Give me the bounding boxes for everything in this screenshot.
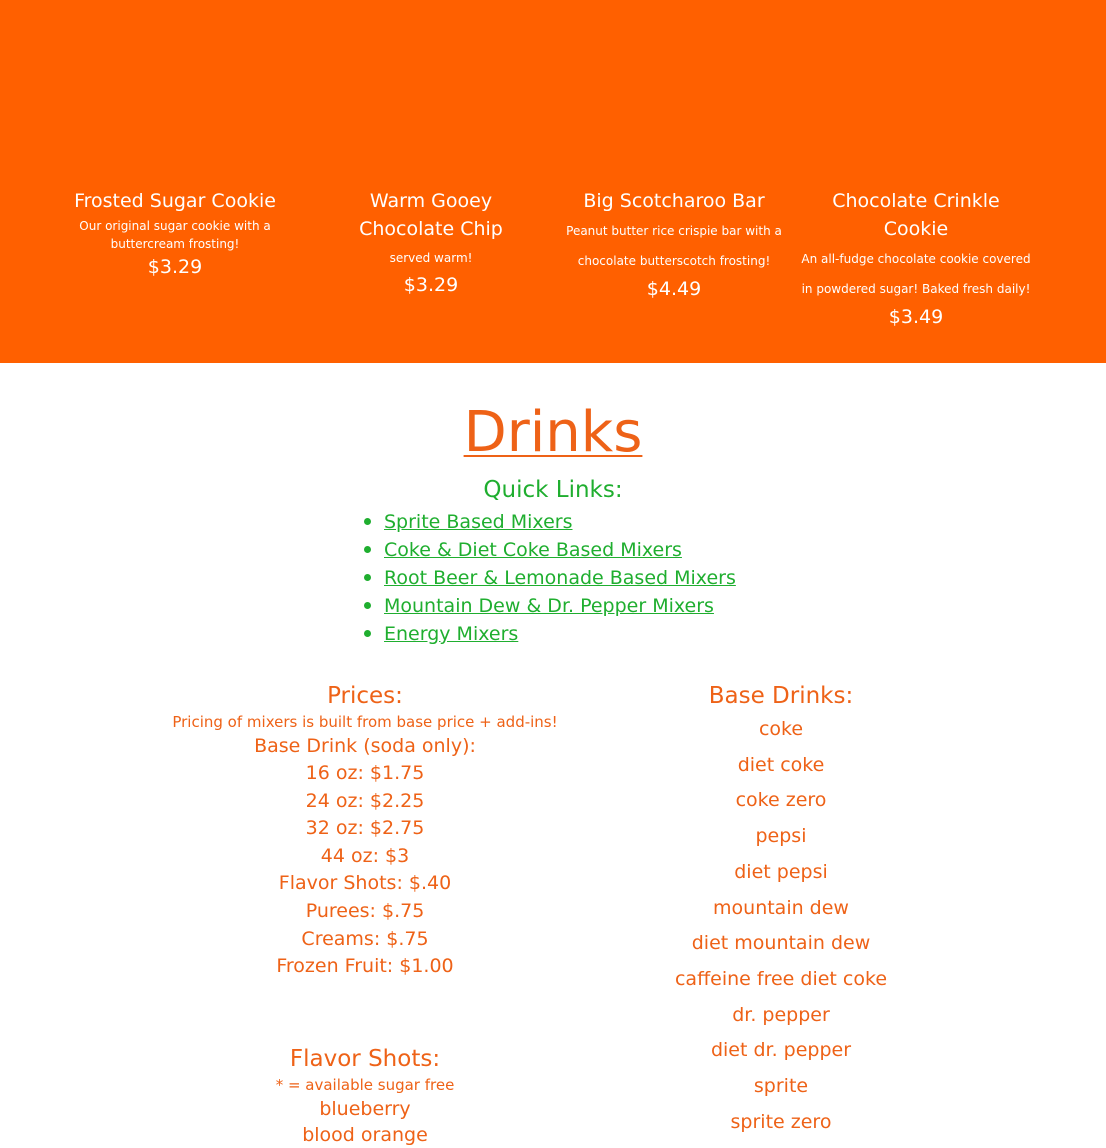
- bullet-icon: [364, 574, 371, 581]
- price-line: Flavor Shots: $.40: [278, 872, 452, 895]
- card-description: served warm!: [389, 251, 473, 265]
- prices-section: [165, 681, 565, 981]
- quick-link-sprite-mixers[interactable]: Sprite Based Mixers: [384, 511, 573, 533]
- menu-card-frosted-sugar-cookie: [70, 187, 280, 281]
- base-drink-item: caffeine free diet coke: [674, 967, 888, 990]
- menu-card-chocolate-crinkle-cookie: [800, 187, 1032, 330]
- quick-link-item: [360, 564, 736, 592]
- card-description: Our original sugar cookie with a buttercream frosting!: [79, 219, 271, 251]
- base-drink-item: mountain dew: [713, 896, 849, 919]
- card-name-line-2: Chocolate Chip: [359, 218, 503, 240]
- card-name-line-1: Warm Gooey: [369, 190, 493, 212]
- base-drink-item: sprite: [753, 1075, 809, 1098]
- flavor-shots-section: [165, 1044, 565, 1148]
- quick-link-item: [360, 592, 736, 620]
- quick-links-heading: Quick Links:: [483, 477, 623, 503]
- quick-link-item: [360, 508, 736, 536]
- bullet-icon: [364, 518, 371, 525]
- prices-heading: Prices:: [327, 683, 403, 709]
- base-drinks-heading: Base Drinks:: [708, 683, 854, 709]
- quick-link-item: [360, 536, 736, 564]
- card-name: Big Scotcharoo Bar: [583, 190, 765, 212]
- quick-link-mountain-dew-dr-pepper-mixers[interactable]: Mountain Dew & Dr. Pepper Mixers: [384, 595, 714, 617]
- menu-card-warm-gooey-chocolate-chip: [326, 187, 536, 297]
- quick-link-item: [360, 620, 736, 648]
- base-drink-item: coke zero: [735, 789, 827, 812]
- card-price: $4.49: [646, 278, 702, 300]
- price-line: Base Drink (soda only):: [254, 735, 476, 757]
- base-drink-item: dr. pepper: [732, 1003, 830, 1026]
- bullet-icon: [364, 602, 371, 609]
- quick-link-coke-mixers[interactable]: Coke & Diet Coke Based Mixers: [384, 539, 682, 561]
- bullet-icon: [364, 630, 371, 637]
- base-drink-item: diet mountain dew: [691, 932, 871, 955]
- card-name: Chocolate Crinkle Cookie: [832, 190, 1000, 240]
- price-line: Creams: $.75: [301, 927, 429, 950]
- card-price: $3.29: [147, 256, 203, 278]
- bullet-icon: [364, 546, 371, 553]
- base-drink-item: pepsi: [755, 825, 807, 848]
- quick-link-root-beer-lemonade-mixers[interactable]: Root Beer & Lemonade Based Mixers: [384, 567, 736, 589]
- price-line: Frozen Fruit: $1.00: [276, 955, 454, 978]
- quick-links-list: [360, 508, 736, 648]
- price-line: 44 oz: $3: [320, 844, 410, 867]
- quick-link-energy-mixers[interactable]: Energy Mixers: [384, 623, 519, 645]
- base-drinks-section: [633, 681, 929, 1140]
- base-drink-item: diet pepsi: [734, 860, 828, 883]
- price-line: 24 oz: $2.25: [305, 789, 425, 812]
- base-drink-item: diet dr. pepper: [710, 1039, 852, 1062]
- price-line: 16 oz: $1.75: [305, 762, 425, 784]
- card-description: An all-fudge chocolate cookie covered in powdered sugar! Baked fresh daily!: [801, 252, 1031, 296]
- flavor-shots-note: * = available sugar free: [275, 1076, 455, 1094]
- price-line: Purees: $.75: [305, 899, 425, 922]
- price-line: 32 oz: $2.75: [305, 817, 425, 840]
- card-price: $3.49: [888, 306, 944, 328]
- base-drink-item: diet coke: [737, 753, 825, 776]
- card-description: Peanut butter rice crispie bar with a chocolate butterscotch frosting!: [566, 224, 782, 268]
- flavor-shots-heading: Flavor Shots:: [289, 1046, 441, 1072]
- card-price: $3.29: [403, 274, 459, 296]
- flavor-shot-item: blood orange: [302, 1124, 428, 1146]
- drinks-heading: Drinks: [463, 400, 643, 465]
- card-name: Frosted Sugar Cookie: [74, 190, 276, 212]
- bakery-banner: [0, 0, 1106, 363]
- prices-note: Pricing of mixers is built from base price + add-ins!: [172, 713, 558, 731]
- base-drink-item: coke: [758, 718, 804, 740]
- flavor-shot-item: blueberry: [319, 1098, 411, 1120]
- menu-card-big-scotcharoo-bar: [564, 187, 784, 302]
- base-drink-item: sprite zero: [730, 1110, 832, 1133]
